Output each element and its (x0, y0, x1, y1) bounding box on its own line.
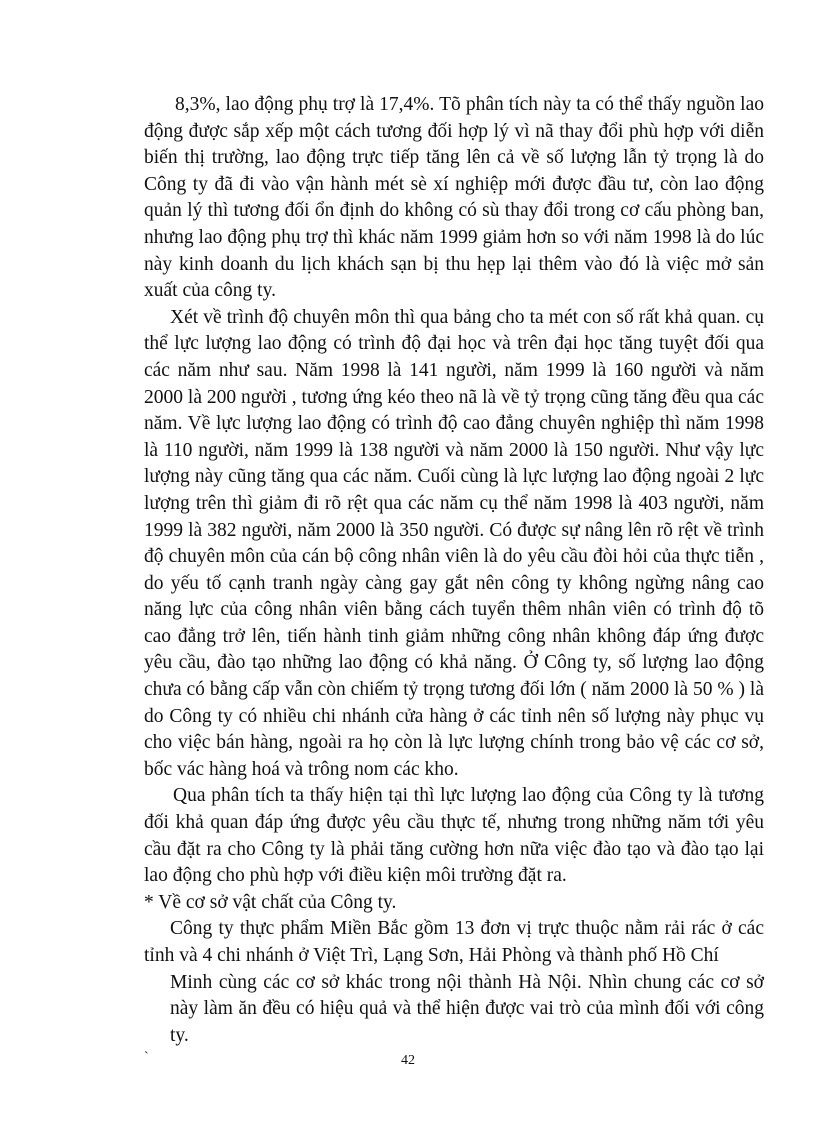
page-number: 42 (401, 1053, 415, 1068)
body-text (144, 92, 764, 1049)
paragraph-qualifications: Xét về trình độ chuyên môn thì qua bảng cho ta mét con số rất khả quan. cụ thể lực lượng lao động có trình độ đại học và trên đại học tăng tuyệt đối qua các năm như sau. Năm 1998 là 141 người, năm 1999 là 160 người và năm 2000 là 200 người , tương ứng kéo theo nã là về tỷ trọng cũng tăng đều qua các năm. Về lực lượng lao động có trình độ cao đẳng chuyên nghiệp thì năm 1998 là 110 người, năm 1999 là 138 người và năm 2000 là 150 người. Như vậy lực lượng này cũng tăng qua các năm. Cuối cùng là lực lượng lao động ngoài 2 lực lượng trên thì giảm đi rõ rệt qua các năm cụ thể năm 1998 là 403 người, năm 1999 là 382 người, năm 2000 là 350 người. Có được sự nâng lên rõ rệt về trình độ chuyên môn của cán bộ công nhân viên là do yêu cầu đòi hỏi của thực tiễn , do yếu tố cạnh tranh ngày càng gay gắt nên công ty không ngừng nâng cao năng lực của công nhân viên bằng cách tuyển thêm nhân viên có trình độ tõ cao đẳng trở lên, tiến hành tinh giảm những công nhân không đáp ứng được yêu cầu, đào tạo những lao động có khả năng. Ở Công ty, số lượng lao động chưa có bằng cấp vẫn còn chiếm tỷ trọng tương đối lớn ( năm 2000 là 50 % ) là do Công ty có nhiều chi nhánh cửa hàng ở các tỉnh nên số lượng này phục vụ cho việc bán hàng, ngoài ra họ còn là lực lượng chính trong bảo vệ các cơ sở, bốc vác hàng hoá và trông nom các kho. (144, 306, 764, 780)
paragraph-labor-structure: 8,3%, lao động phụ trợ là 17,4%. Tõ phân tích này ta có thể thấy nguồn lao động được sắp xếp một cách tương đối hợp lý vì nã thay đổi phù hợp với diễn biến thị trường, lao động trực tiếp tăng lên cả về số lượng lẫn tỷ trọng là do Công ty đã đi vào vận hành mét sè xí nghiệp mới được đầu tư, còn lao động quản lý thì tương đối ổn định do không có sù thay đổi trong cơ cấu phòng ban, nhưng lao động phụ trợ thì khác năm 1999 giảm hơn so với năm 1998 là do lúc này kinh doanh du lịch khách sạn bị thu hẹp lại thêm vào đó là việc mở sản xuất của công ty. (144, 94, 764, 302)
paragraph-facilities-rest: Minh cùng các cơ sở khác trong nội thành Hà Nội. Nhìn chung các cơ sở này làm ăn đều có hiệu quả và thể hiện được vai trò của mình đối với công ty. (170, 971, 764, 1046)
paragraph-facilities (144, 916, 764, 1049)
section-heading: * Về cơ sở vật chất của Công ty. (144, 891, 397, 913)
footer-mark: ` (144, 1050, 149, 1065)
paragraph-conclusion: Qua phân tích ta thấy hiện tại thì lực lượng lao động của Công ty là tương đối khả quan đáp ứng được yêu cầu thực tế, nhưng trong những năm tới yêu cầu đặt ra cho Công ty là phải tăng cường hơn nữa việc đào tạo và đào tạo lại lao động cho phù hợp với điều kiện môi trường đặt ra. (144, 785, 764, 887)
paragraph-facilities-start: Công ty thực phẩm Miền Bắc gồm 13 đơn vị trực thuộc nằm rải rác ở các tỉnh và 4 chi nhánh ở Việt Trì, Lạng Sơn, Hải Phòng và thành phố Hồ Chí (144, 918, 764, 966)
